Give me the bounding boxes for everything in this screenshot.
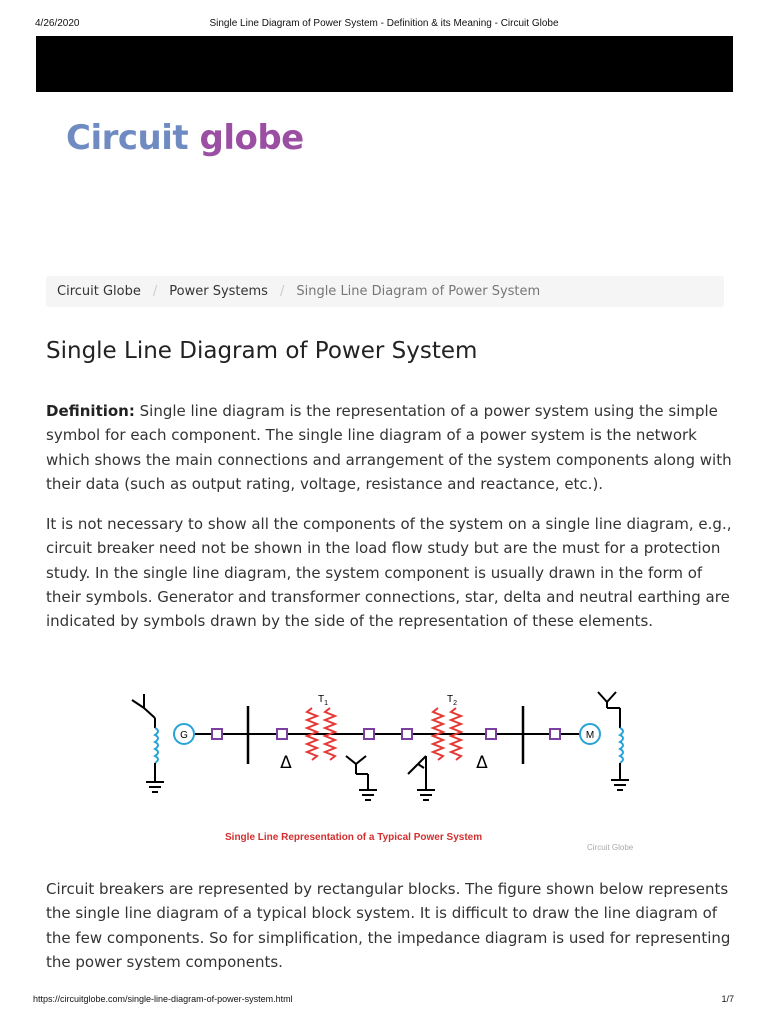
print-url: https://circuitglobe.com/single-line-diagram-of-power-system.html: [33, 994, 293, 1004]
circuit-breaker: [402, 729, 412, 739]
generator-star-symbol: [132, 694, 155, 728]
breadcrumb: [46, 276, 724, 307]
site-logo[interactable]: [66, 118, 304, 158]
top-banner: [36, 36, 733, 92]
generator-ground-icon: [146, 763, 164, 792]
logo-word-circuit: Circuit: [66, 118, 189, 158]
logo-word-globe: globe: [199, 118, 304, 158]
breadcrumb-power-systems-link[interactable]: Power Systems: [169, 284, 268, 299]
breadcrumb-home-link[interactable]: Circuit Globe: [57, 284, 141, 299]
print-header: [0, 0, 768, 34]
motor-ground-icon: [611, 763, 629, 790]
breadcrumb-separator: /: [279, 284, 285, 299]
print-footer: [0, 994, 768, 1014]
print-date: 4/26/2020: [35, 18, 80, 29]
circuit-breaker: [277, 729, 287, 739]
figure-watermark: Circuit Globe: [587, 843, 634, 852]
breakers-paragraph: Circuit breakers are represented by rectangular blocks. The figure shown below represents the single line diagram of a typical block system. It is difficult to draw the line diagram of the few components. So for simplification, the impedance diagram is used for representing the power system components.: [46, 880, 731, 971]
circuit-breaker: [486, 729, 496, 739]
breadcrumb-separator: /: [152, 284, 158, 299]
figure-caption: Single Line Representation of a Typical Power System: [225, 832, 483, 843]
article-body: [46, 399, 736, 634]
motor-earth-coil: [620, 728, 623, 763]
page-title: Single Line Diagram of Power System: [46, 338, 478, 364]
definition-label: Definition:: [46, 402, 135, 420]
circuit-breaker: [550, 729, 560, 739]
delta-symbol-t1: Δ: [280, 753, 292, 773]
t2-label: $T_2$: [447, 694, 458, 707]
t1-label: $T_1$: [318, 694, 329, 707]
print-title: Single Line Diagram of Power System - Definition & its Meaning - Circuit Globe: [209, 18, 559, 29]
single-line-diagram-figure: [120, 684, 650, 860]
generator-earth-coil: [155, 728, 158, 763]
print-page-number: 1/7: [721, 994, 734, 1004]
components-paragraph: It is not necessary to show all the components of the system on a single line diagram, e.g., circuit breaker need not be shown in the load flow study but are the must for a protection study. In the single line diagram, the system component is usually drawn in the form of their symbols. Generator and transformer connections, star, delta and neutral earthing are indicated by symbols drawn by the side of the representation of these elements.: [46, 515, 732, 631]
definition-text: Single line diagram is the representation of a power system using the simple symbol for each component. The single line diagram of a power system is the network which shows the main connections and arrangement of the system components along with their data (such as output rating, voltage, resistance and reactance, etc.).: [46, 402, 732, 493]
circuit-breaker: [212, 729, 222, 739]
motor-label: M: [585, 730, 595, 741]
article-body-continued: [46, 877, 736, 974]
generator-label: G: [180, 730, 188, 741]
t1-star-earth-symbol: [346, 756, 377, 800]
breadcrumb-current: Single Line Diagram of Power System: [296, 284, 541, 299]
circuit-breaker: [364, 729, 374, 739]
motor-star-symbol: [598, 692, 620, 728]
definition-paragraph: [46, 399, 736, 496]
t2-star-earth-symbol: [408, 756, 435, 800]
delta-symbol-t2: Δ: [476, 753, 488, 773]
